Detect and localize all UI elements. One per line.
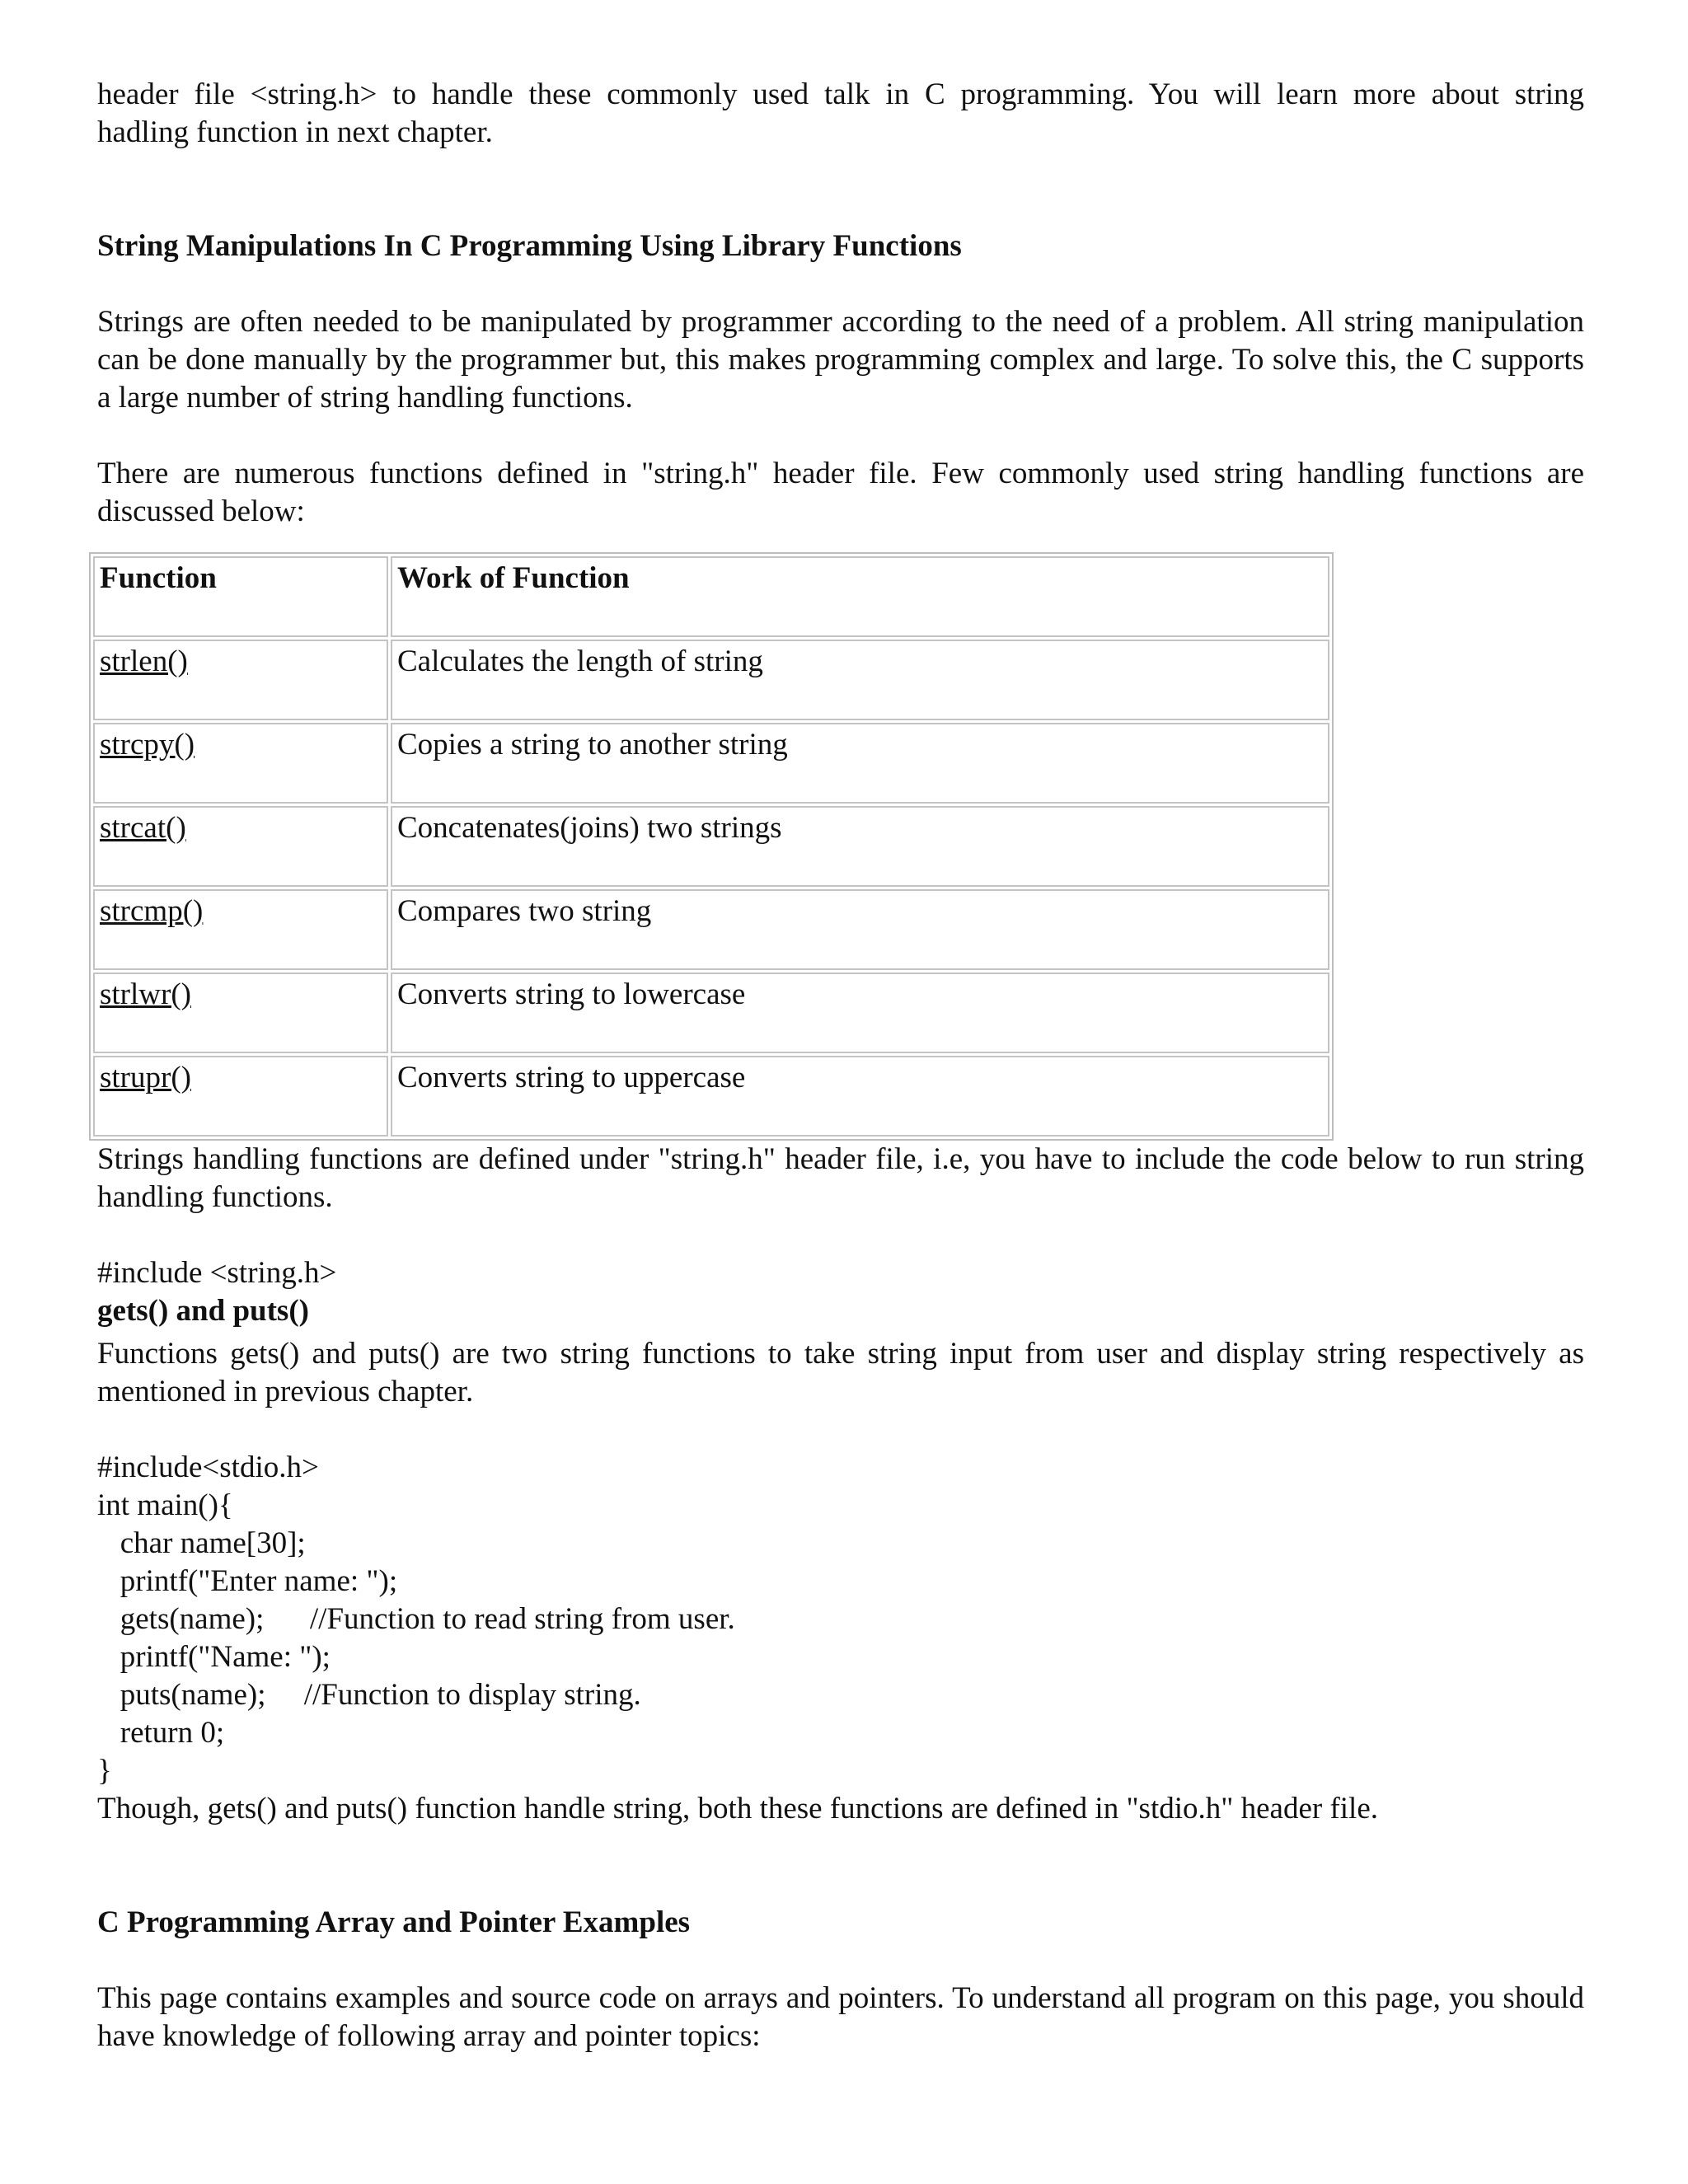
table-row xyxy=(93,806,1329,887)
include-string-line: #include <string.h> xyxy=(97,1256,337,1290)
function-link-strcat[interactable]: strcat() xyxy=(93,806,388,887)
paragraph-array-pointer-intro: This page contains examples and source code on arrays and pointers. To understand all program on this page, you should have knowledge of following array and pointer topics: xyxy=(97,1981,1584,2053)
table-row xyxy=(93,972,1329,1053)
function-description: Concatenates(joins) two strings xyxy=(391,806,1329,887)
code-line: char name[30]; xyxy=(97,1526,306,1560)
function-description: Converts string to uppercase xyxy=(391,1056,1329,1137)
string-functions-table xyxy=(89,552,1334,1141)
table-header-work: Work of Function xyxy=(391,556,1329,637)
code-line: puts(name); //Function to display string. xyxy=(97,1678,641,1712)
function-link-strcpy[interactable]: strcpy() xyxy=(93,723,388,804)
paragraph-strings-manipulated: Strings are often needed to be manipulated by programmer according to the need of a problem. All string manipulation can be done manually by the programmer but, this makes programming complex and large. To solve this, the C supports a large number of string handling functions. xyxy=(97,305,1584,415)
code-line: gets(name); //Function to read string from user. xyxy=(97,1602,735,1636)
table-header-function: Function xyxy=(93,556,388,637)
intro-line-1: header file <string.h> to handle these commonly used talk in C programming. You will learn more about string xyxy=(97,77,1584,111)
paragraph-string-handling-defined: Strings handling functions are defined under "string.h" header file, i.e, you have to include the code below to run string handling functions. xyxy=(97,1142,1584,1214)
intro-line-2: hadling function in next chapter. xyxy=(97,115,493,149)
paragraph-though-gets-puts: Though, gets() and puts() function handle string, both these functions are defined in "stdio.h" header file. xyxy=(97,1792,1378,1825)
table-row xyxy=(93,1056,1329,1137)
function-link-strupr[interactable]: strupr() xyxy=(93,1056,388,1137)
function-description: Converts string to lowercase xyxy=(391,972,1329,1053)
section-heading-string-manipulations: String Manipulations In C Programming Using Library Functions xyxy=(97,229,962,263)
function-description: Copies a string to another string xyxy=(391,723,1329,804)
code-example xyxy=(97,1449,1584,1790)
document-page xyxy=(97,76,1584,2055)
code-line: #include<stdio.h> xyxy=(97,1451,319,1484)
table-row xyxy=(93,640,1329,720)
table-row xyxy=(93,889,1329,970)
table-row xyxy=(93,723,1329,804)
section-heading-array-pointer: C Programming Array and Pointer Examples xyxy=(97,1905,691,1939)
code-line: printf("Enter name: "); xyxy=(97,1564,398,1598)
subheading-gets-puts: gets() and puts() xyxy=(97,1294,309,1328)
code-line: return 0; xyxy=(97,1716,225,1750)
code-line: int main(){ xyxy=(97,1488,233,1522)
paragraph-numerous-functions: There are numerous functions defined in "string.h" header file. Few commonly used string handling functions are discussed below: xyxy=(97,457,1584,528)
function-link-strlen[interactable]: strlen() xyxy=(93,640,388,720)
paragraph-gets-puts: Functions gets() and puts() are two string functions to take string input from user and display string respectively as mentioned in previous chapter. xyxy=(97,1337,1584,1408)
table-header-row xyxy=(93,556,1329,637)
code-line: } xyxy=(97,1754,112,1788)
function-link-strlwr[interactable]: strlwr() xyxy=(93,972,388,1053)
function-description: Compares two string xyxy=(391,889,1329,970)
code-line: printf("Name: "); xyxy=(97,1640,331,1674)
function-link-strcmp[interactable]: strcmp() xyxy=(93,889,388,970)
function-description: Calculates the length of string xyxy=(391,640,1329,720)
